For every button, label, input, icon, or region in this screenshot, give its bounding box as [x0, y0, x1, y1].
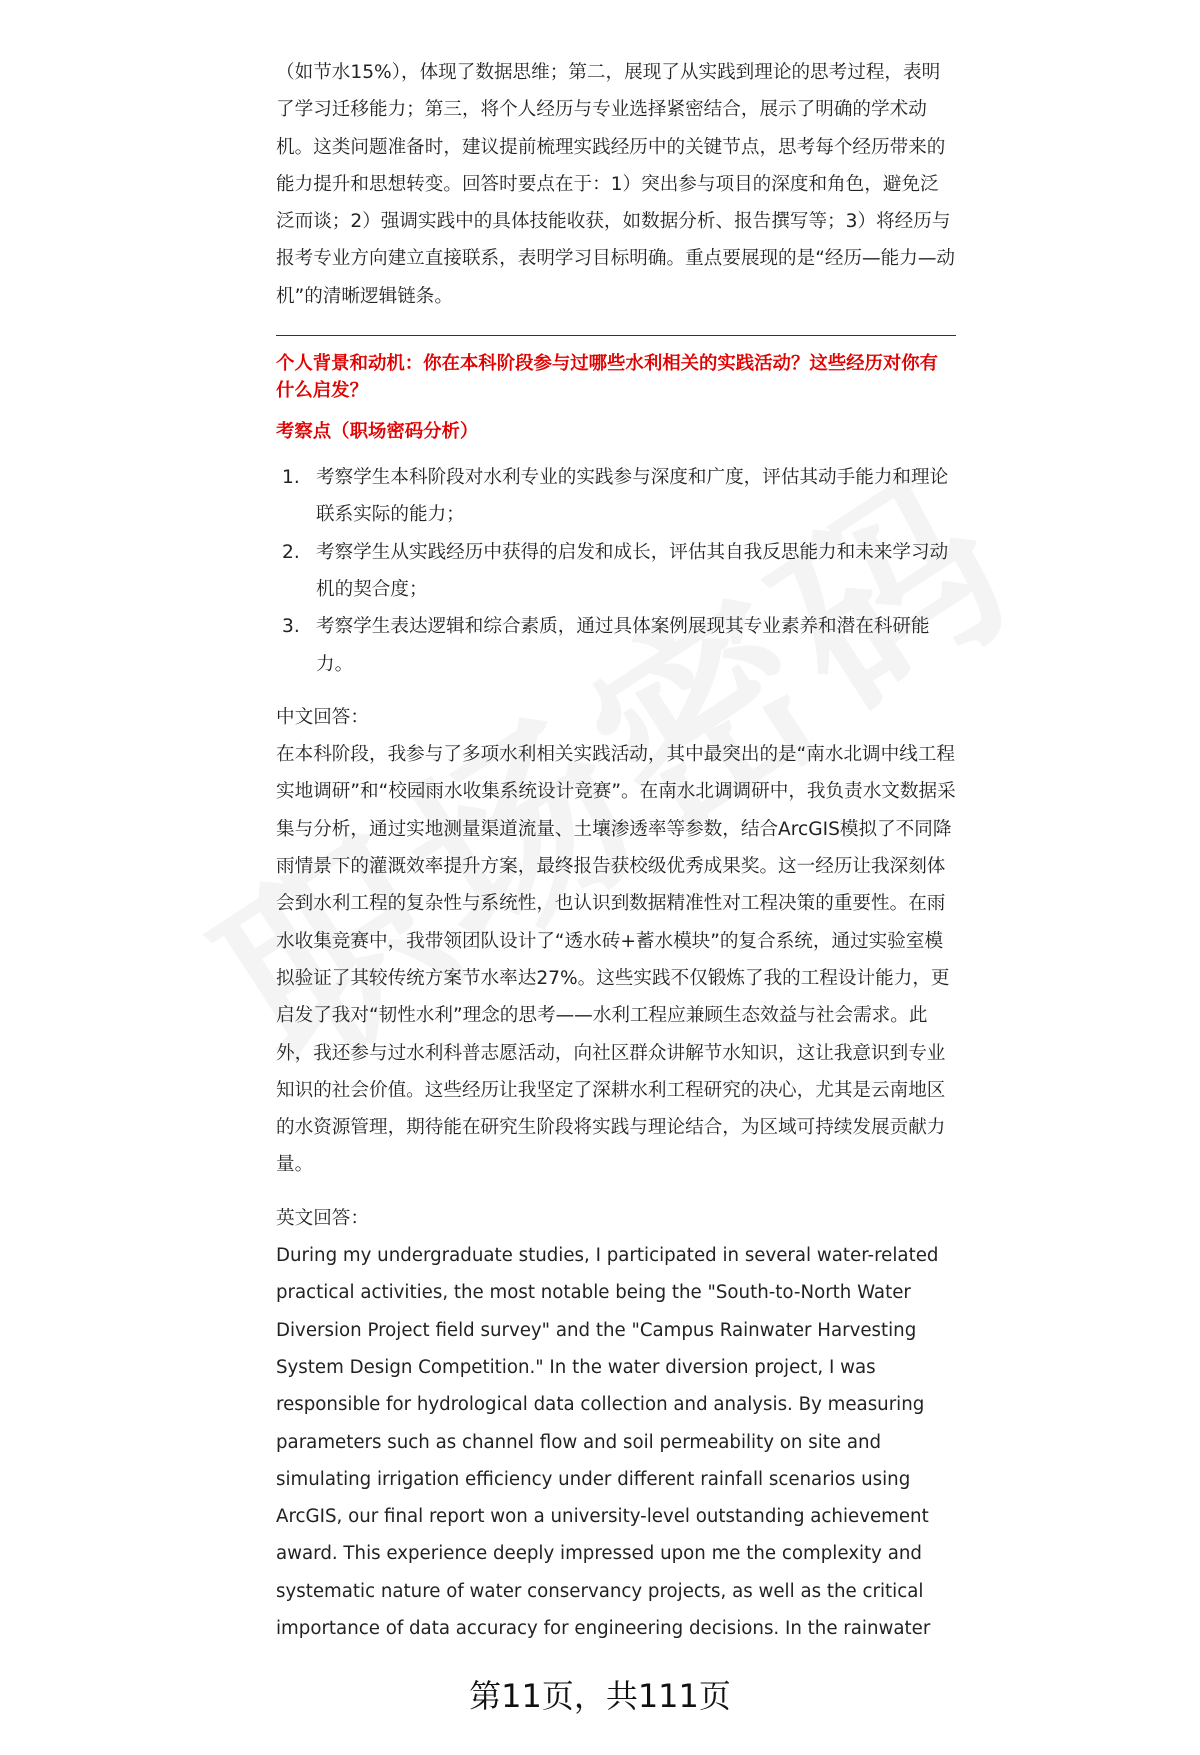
section-divider: [276, 335, 956, 336]
focus-points-list: [276, 459, 956, 683]
english-answer-label: 英文回答：: [276, 1207, 369, 1229]
english-answer-text: During my undergraduate studies, I participated in several water-related practical activities, the most notable being the "South-to-North Water Diversion Project field survey" and the "Campus Rainwater Harvesting System Design Competition." In the water diversion project, I was responsible for hydrological data collection and analysis. By measuring parameters such as channel flow and soil permeability on site and simulating irrigation efficiency under different rainfall scenarios using ArcGIS, our final report won a university-level outstanding achievement award. This experience deeply impressed upon me the complexity and systematic nature of water conservancy projects, as well as the critical importance of data accuracy for engineering decisions. In the rainwater: [276, 1245, 939, 1639]
list-item-text: 考察学生从实践经历中获得的启发和成长，评估其自我反思能力和未来学习动机的契合度；: [316, 541, 949, 600]
focus-heading: 考察点（职场密码分析）: [276, 421, 479, 443]
list-item: [282, 459, 956, 534]
document-page: [276, 54, 956, 1647]
intro-paragraph: （如节水15%），体现了数据思维；第二，展现了从实践到理论的思考过程，表明了学习迁移能力；第三，将个人经历与专业选择紧密结合，展示了明确的学术动机。这类问题准备时，建议提前梳理实践经历中的关键节点，思考每个经历带来的能力提升和思想转变。回答时要点在于：1）突出参与项目的深度和角色，避免泛泛而谈；2）强调实践中的具体技能收获，如数据分析、报告撰写等；3）将经历与报考专业方向建立直接联系，表明学习目标明确。重点要展现的是“经历—能力—动机”的清晰逻辑链条。: [276, 62, 956, 307]
page-number-footer: 第11页，共111页: [469, 1677, 731, 1715]
list-item: [282, 608, 956, 683]
list-item: [282, 534, 956, 609]
list-item-text: 考察学生表达逻辑和综合素质，通过具体案例展现其专业素养和潜在科研能力。: [316, 616, 930, 675]
list-item-number: 1.: [282, 467, 300, 489]
chinese-answer-label: 中文回答：: [276, 706, 369, 728]
question-title: 个人背景和动机：你在本科阶段参与过哪些水利相关的实践活动？这些经历对你有什么启发？: [276, 353, 939, 402]
chinese-answer-text: 在本科阶段，我参与了多项水利相关实践活动，其中最突出的是“南水北调中线工程实地调研”和“校园雨水收集系统设计竞赛”。在南水北调调研中，我负责水文数据采集与分析，通过实地测量渠道流量、土壤渗透率等参数，结合ArcGIS模拟了不同降雨情景下的灌溉效率提升方案，最终报告获校级优秀成果奖。这一经历让我深刻体会到水利工程的复杂性与系统性，也认识到数据精准性对工程决策的重要性。在雨水收集竞赛中，我带领团队设计了“透水砖+蓄水模块”的复合系统，通过实验室模拟验证了其较传统方案节水率达27%。这些实践不仅锻炼了我的工程设计能力，更启发了我对“韧性水利”理念的思考——水利工程应兼顾生态效益与社会需求。此外，我还参与过水利科普志愿活动，向社区群众讲解节水知识，这让我意识到专业知识的社会价值。这些经历让我坚定了深耕水利工程研究的决心，尤其是云南地区的水资源管理，期待能在研究生阶段将实践与理论结合，为区域可持续发展贡献力量。: [276, 744, 956, 1176]
list-item-number: 2.: [282, 541, 300, 563]
list-item-text: 考察学生本科阶段对水利专业的实践参与深度和广度，评估其动手能力和理论联系实际的能力；: [316, 467, 949, 526]
list-item-number: 3.: [282, 616, 300, 638]
